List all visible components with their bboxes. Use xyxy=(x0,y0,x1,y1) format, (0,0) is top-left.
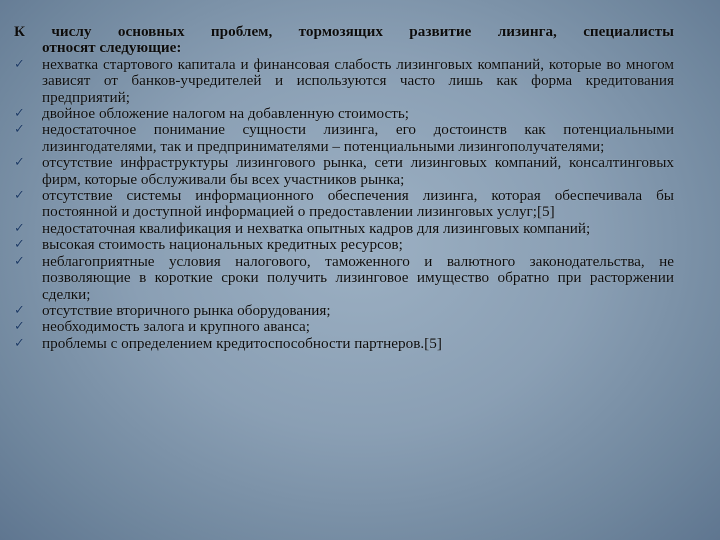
intro-heading-line1: К числу основных проблем, тормозящих развитие лизинга, специалисты xyxy=(14,23,674,40)
check-mark-icon: ✓ xyxy=(14,237,25,253)
list-item xyxy=(14,57,674,106)
list-item-text: проблемы с определением кредитоспособности партнеров.[5] xyxy=(42,334,442,352)
check-mark-icon: ✓ xyxy=(14,319,25,335)
check-mark-icon: ✓ xyxy=(14,220,25,236)
check-mark-icon: ✓ xyxy=(14,188,25,204)
list-item-text: двойное обложение налогом на добавленную стоимость; xyxy=(42,105,410,123)
list-item xyxy=(14,303,674,319)
list-item-text: недостаточная квалификация и нехватка опытных кадров для лизинговых компаний; xyxy=(42,219,591,237)
list-item-text: неблагоприятные условия налогового, таможенного и валютного законодательства, не позволяющие в короткие сроки получить лизинговое имущество обратно при расторжении сделки; xyxy=(42,252,674,303)
check-mark-icon: ✓ xyxy=(14,106,25,122)
check-mark-icon: ✓ xyxy=(14,122,25,138)
list-item xyxy=(14,254,674,303)
list-item xyxy=(14,319,674,335)
check-mark-icon: ✓ xyxy=(14,302,25,318)
list-item-text: необходимость залога и крупного аванса; xyxy=(42,318,310,336)
text-content xyxy=(14,24,674,352)
list-item-text: недостаточное понимание сущности лизинга, его достоинств как потенциальными лизингодателями, так и предпринимателями – потенциальными лизингополучателями; xyxy=(42,121,674,155)
check-mark-icon: ✓ xyxy=(14,155,25,171)
list-item-text: отсутствие системы информационного обеспечения лизинга, которая обеспечивала бы постоянной и доступной информацией о предоставлении лизинговых услуг;[5] xyxy=(42,187,674,221)
list-item-text: отсутствие вторичного рынка оборудования; xyxy=(42,301,331,319)
list-item xyxy=(14,122,674,155)
list-item xyxy=(14,106,674,122)
list-item xyxy=(14,336,674,352)
check-mark-icon: ✓ xyxy=(14,335,25,351)
intro-heading-line2: относят следующие: xyxy=(42,39,182,57)
list-item-text: отсутствие инфраструктуры лизингового рынка, сети лизинговых компаний, консалтинговых фирм, которые обслуживали бы всех участников рынка; xyxy=(42,154,674,188)
problem-list xyxy=(14,57,674,352)
check-mark-icon: ✓ xyxy=(14,253,25,269)
list-item-text: нехватка стартового капитала и финансовая слабость лизинговых компаний, которые во многом зависят от банков-учредителей и используются часто лишь как форма кредитования предприятий; xyxy=(42,55,674,106)
list-item-text: высокая стоимость национальных кредитных ресурсов; xyxy=(42,236,403,254)
check-mark-icon: ✓ xyxy=(14,56,25,72)
list-item xyxy=(14,221,674,237)
list-item xyxy=(14,155,674,188)
list-item xyxy=(14,237,674,253)
list-item xyxy=(14,188,674,221)
